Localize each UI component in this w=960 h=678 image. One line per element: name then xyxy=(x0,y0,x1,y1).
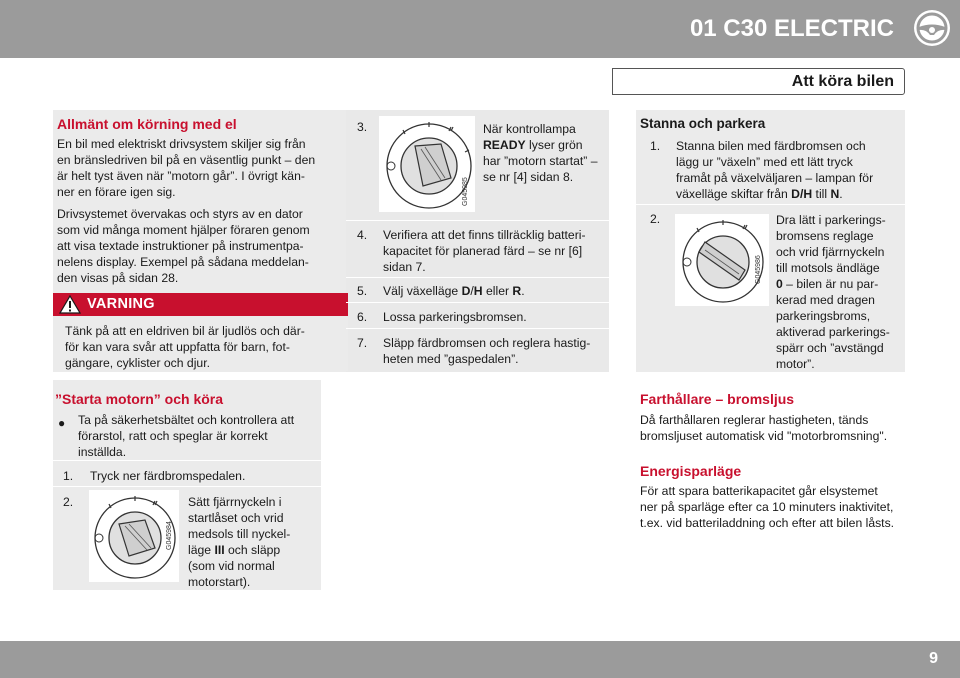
ignition-dial-image xyxy=(379,116,475,212)
middle-step-4: Verifiera att det finns tillräcklig batteri- kapacitet för planerad färd – se nr [6] sidan 7. xyxy=(383,228,586,274)
start-step-1: Tryck ner färdbromspedalen. xyxy=(90,469,246,483)
divider xyxy=(636,204,905,205)
middle-step-6: Lossa parkeringsbromsen. xyxy=(383,310,527,324)
divider xyxy=(346,302,609,303)
ignition-dial-image xyxy=(675,214,769,306)
park-title: Stanna och parkera xyxy=(640,116,766,131)
start-bullet-text: Ta på säkerhetsbältet och kontrollera att förarstol, ratt och speglar är korrekt inställda. xyxy=(78,413,295,459)
general-paragraph-1: En bil med elektriskt drivsystem skiljer sig från en bränsledriven bil på en väsentlig punkt – den är helt tyst även när ”motorn går”. I övrigt kän- ner en förare igen sig. xyxy=(57,137,316,199)
park-step-1: Stanna bilen med färdbromsen och lägg ur ”växeln” med ett lätt tryck framåt på växelväljaren – lampan för växelläge skiftar från D/H till N. xyxy=(676,139,874,201)
start-title: ”Starta motorn” och köra xyxy=(55,391,224,407)
step-number: 1. xyxy=(650,139,661,153)
highlighted-keyword: III xyxy=(214,543,225,557)
image-code: G045984 xyxy=(166,521,173,550)
steering-wheel-icon xyxy=(912,8,952,48)
header-bar xyxy=(0,0,960,58)
chapter-title: 01 C30 ELECTRIC xyxy=(689,15,894,42)
divider xyxy=(346,277,609,278)
warning-text: Tänk på att en eldriven bil är ljudlös och där- för kan vara svår att uppfatta för barn, fot- gängare, cyklister och djur. xyxy=(65,324,305,370)
park-step-2: Dra lätt i parkerings- bromsens reglage och vrid fjärrnyckeln till motsols ändläge 0 – bilen är nu par- kerad med dragen parkeringsbroms, aktiverad parkerings- spärr och ”avstängd motor”. xyxy=(776,213,890,371)
energy-title: Energisparläge xyxy=(640,463,742,479)
step-number: 6. xyxy=(357,310,368,324)
general-title: Allmänt om körning med el xyxy=(57,116,237,132)
general-paragraph-2: Drivsystemet övervakas och styrs av en dator som vid många moment hjälper föraren genom att visa textade instruktioner på instrumentpa- nelens display. Exempel på sådana meddelan- den visas på sidan 28. xyxy=(57,207,310,285)
divider xyxy=(346,220,609,221)
step-number: 5. xyxy=(357,284,368,298)
warning-header xyxy=(53,293,348,316)
footer-bar xyxy=(0,641,960,678)
image-code: G045985 xyxy=(462,177,469,206)
bullet-icon: ● xyxy=(58,416,66,430)
middle-step-7: Släpp färdbromsen och reglera hastig- heten med ”gaspedalen”. xyxy=(383,336,591,366)
image-code: G045986 xyxy=(755,255,762,284)
warning-label: VARNING xyxy=(87,296,155,312)
step-number: 3. xyxy=(357,120,368,134)
step-number: 7. xyxy=(357,336,368,350)
warning-triangle-icon xyxy=(59,295,81,314)
highlighted-keyword: READY xyxy=(483,138,526,152)
middle-step-5: Välj växelläge D/H eller R. xyxy=(383,284,525,298)
step-number: 2. xyxy=(63,495,74,509)
start-step-2: Sätt fjärrnyckeln i startlåset och vrid medsols till nyckel- läge III och släpp (som vid normal motorstart). xyxy=(188,495,291,589)
divider xyxy=(53,486,321,487)
warning-box xyxy=(53,293,348,371)
step-number: 2. xyxy=(650,212,661,226)
section-title: Att köra bilen xyxy=(791,73,894,90)
cruise-title: Farthållare – bromsljus xyxy=(640,391,795,407)
step-number: 4. xyxy=(357,228,368,242)
section-tab xyxy=(612,68,905,95)
cruise-text: Då farthållaren reglerar hastigheten, tänds bromsljuset automatisk vid "motorbromsning". xyxy=(640,413,888,443)
divider xyxy=(346,328,609,329)
divider xyxy=(53,460,321,461)
ignition-dial-image xyxy=(89,490,179,582)
energy-text: För att spara batterikapacitet går elsystemet ner på sparläge efter ca 10 minuters inaktivitet, t.ex. vid batteriladdning och efter att bilen låsts. xyxy=(640,484,895,530)
page-number: 9 xyxy=(929,650,938,667)
middle-step-3: När kontrollampa READY lyser grön har ”motorn startat” – se nr [4] sidan 8. xyxy=(483,122,598,184)
step-number: 1. xyxy=(63,469,74,483)
